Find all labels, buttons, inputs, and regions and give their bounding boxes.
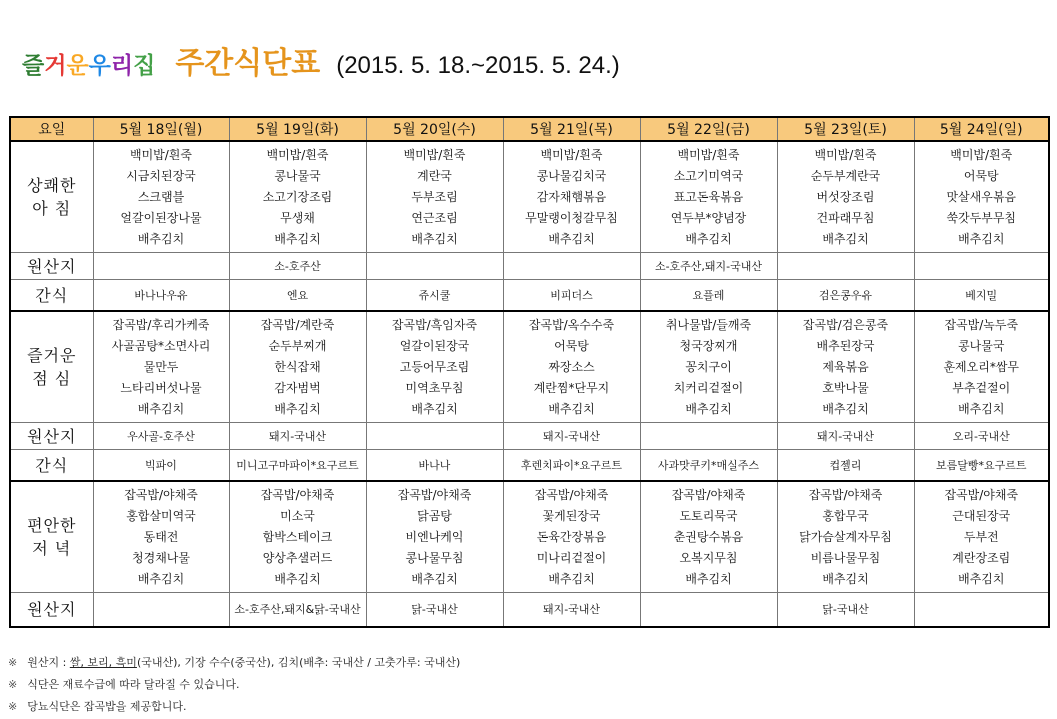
day-header: 5월 24일(일) — [914, 117, 1049, 141]
menu-item: 배추김치 — [548, 401, 595, 416]
lunch-menu-cell — [640, 311, 777, 423]
note-text: 당뇨식단은 잡곡밥을 제공합니다. — [27, 700, 187, 713]
logo-char: 리 — [110, 53, 134, 79]
snack-cell: 바나나 — [366, 450, 503, 482]
menu-item: 잡곡밥/검은콩죽 — [802, 317, 889, 332]
header-row — [10, 117, 1049, 141]
snack-cell: 보름달빵*요구르트 — [914, 450, 1049, 482]
menu-item: 배추김치 — [274, 231, 321, 246]
menu-item: 오복지무침 — [679, 550, 738, 565]
menu-item: 잡곡밥/녹두죽 — [944, 317, 1019, 332]
menu-item: 연두부*양념장 — [670, 210, 747, 225]
menu-item: 얼갈이된장나물 — [120, 210, 202, 225]
dinner-origin-row — [10, 593, 1049, 627]
origin-cell — [503, 253, 640, 280]
origin-label: 원산지 — [10, 423, 93, 450]
menu-item: 돈육간장볶음 — [536, 529, 607, 544]
menu-item: 배추된장국 — [816, 338, 875, 353]
menu-item: 짜장소스 — [548, 359, 595, 374]
table-body — [10, 141, 1049, 627]
menu-item: 잡곡밥/야채죽 — [260, 487, 335, 502]
logo-char: 거 — [44, 53, 67, 79]
breakfast-snack-row — [10, 280, 1049, 312]
menu-item: 배추김치 — [685, 401, 732, 416]
menu-item: 잡곡밥/옥수수죽 — [528, 317, 615, 332]
menu-item: 콩나물김치국 — [536, 168, 607, 183]
menu-item: 맛살새우볶음 — [946, 189, 1017, 204]
menu-item: 배추김치 — [274, 571, 321, 586]
menu-item: 콩나물국 — [958, 338, 1005, 353]
lunch-menu-cell — [503, 311, 640, 423]
origin-cell: 소-호주산,돼지-국내산 — [640, 253, 777, 280]
note-mark: ※ — [8, 678, 18, 691]
menu-item: 배추김치 — [411, 231, 458, 246]
menu-item: 배추김치 — [822, 231, 869, 246]
menu-item: 함박스테이크 — [262, 529, 333, 544]
lunch-snack-row — [10, 450, 1049, 482]
note-text: 식단은 재료수급에 따라 달라질 수 있습니다. — [27, 678, 240, 691]
menu-item: 비엔나케익 — [405, 529, 464, 544]
menu-item: 소고기미역국 — [673, 168, 744, 183]
snack-cell: 베지밀 — [914, 280, 1049, 312]
menu-item: 배추김치 — [822, 571, 869, 586]
menu-item: 근대된장국 — [952, 508, 1011, 523]
menu-item: 계란장조림 — [952, 550, 1011, 565]
menu-item: 양상추샐러드 — [262, 550, 333, 565]
menu-item: 버섯장조림 — [816, 189, 875, 204]
lunch-menu-cell — [229, 311, 366, 423]
origin-cell: 닭-국내산 — [777, 593, 914, 627]
snack-cell: 비피더스 — [503, 280, 640, 312]
menu-item: 꽃게된장국 — [542, 508, 601, 523]
menu-item: 시금치된장국 — [126, 168, 196, 183]
menu-item: 동태전 — [143, 529, 179, 544]
logo-char: 집 — [133, 53, 156, 79]
breakfast-menu-cell — [777, 141, 914, 253]
meal-label-line: 아 침 — [32, 199, 72, 218]
menu-item: 물만두 — [143, 359, 179, 374]
note-text: 원산지 : — [27, 656, 67, 669]
logo-char: 운 — [66, 53, 89, 79]
page-title: 주간식단표 — [175, 46, 321, 81]
snack-cell: 미니고구마파이*요구르트 — [229, 450, 366, 482]
origin-cell: 돼지-국내산 — [229, 423, 366, 450]
menu-item: 치커리겉절이 — [673, 380, 744, 395]
origin-cell — [914, 593, 1049, 627]
menu-item: 취나물밥/들깨죽 — [665, 317, 752, 332]
origin-cell: 소-호주산 — [229, 253, 366, 280]
lunch-origin-row — [10, 423, 1049, 450]
origin-cell: 돼지-국내산 — [777, 423, 914, 450]
menu-item: 청국장찌개 — [679, 338, 738, 353]
breakfast-menu-cell — [93, 141, 229, 253]
menu-item: 어묵탕 — [963, 168, 999, 183]
notes — [8, 652, 460, 718]
meal-label-line: 상쾌한 — [27, 176, 77, 195]
breakfast-row — [10, 141, 1049, 253]
day-header: 5월 19일(화) — [229, 117, 366, 141]
menu-item: 순두부찌개 — [268, 338, 327, 353]
dinner-label — [10, 481, 93, 593]
menu-item: 춘권탕수볶음 — [673, 529, 744, 544]
dinner-menu-cell — [366, 481, 503, 593]
menu-item: 잡곡밥/야채죽 — [808, 487, 883, 502]
note-line — [8, 674, 460, 696]
menu-item: 소고기장조림 — [262, 189, 333, 204]
menu-item: 잡곡밥/흑임자죽 — [391, 317, 478, 332]
menu-item: 잡곡밥/야채죽 — [397, 487, 472, 502]
menu-item: 배추김치 — [411, 401, 458, 416]
note-mark: ※ — [8, 700, 18, 713]
menu-item: 백미밥/흰죽 — [403, 147, 466, 162]
menu-item: 연근조림 — [411, 210, 458, 225]
menu-item: 감자범벅 — [274, 380, 321, 395]
menu-item: 홍합무국 — [822, 508, 869, 523]
menu-item: 배추김치 — [958, 571, 1005, 586]
dinner-menu-cell — [777, 481, 914, 593]
menu-item: 백미밥/흰죽 — [950, 147, 1013, 162]
menu-item: 미소국 — [280, 508, 315, 523]
origin-cell — [366, 253, 503, 280]
origin-cell — [93, 593, 229, 627]
snack-cell: 빅파이 — [93, 450, 229, 482]
menu-item: 비름나물무침 — [810, 550, 881, 565]
snack-cell: 컵젤리 — [777, 450, 914, 482]
menu-item: 얼갈이된장국 — [399, 338, 470, 353]
menu-item: 느타리버섯나물 — [120, 380, 202, 395]
menu-item: 꽁치구이 — [685, 359, 732, 374]
breakfast-menu-cell — [914, 141, 1049, 253]
menu-item: 배추김치 — [548, 231, 595, 246]
header — [22, 38, 620, 81]
menu-item: 배추김치 — [548, 571, 595, 586]
lunch-menu-cell — [777, 311, 914, 423]
day-header: 5월 23일(토) — [777, 117, 914, 141]
menu-item: 배추김치 — [822, 401, 869, 416]
lunch-row — [10, 311, 1049, 423]
lunch-menu-cell — [93, 311, 229, 423]
menu-item: 쑥갓두부무침 — [946, 210, 1017, 225]
menu-item: 무말랭이청갈무침 — [525, 210, 618, 225]
menu-item: 배추김치 — [958, 401, 1005, 416]
menu-item: 사골곰탕*소면사리 — [111, 338, 211, 353]
menu-item: 배추김치 — [137, 401, 185, 416]
menu-item: 스크램블 — [137, 189, 185, 204]
meal-label-line: 점 심 — [32, 369, 72, 388]
snack-cell: 사과맛쿠키*매실주스 — [640, 450, 777, 482]
snack-label: 간식 — [10, 450, 93, 482]
menu-item: 미역초무침 — [405, 380, 464, 395]
snack-cell: 검은콩우유 — [777, 280, 914, 312]
weekly-menu-table — [9, 116, 1050, 628]
breakfast-menu-cell — [366, 141, 503, 253]
menu-item: 백미밥/흰죽 — [540, 147, 603, 162]
origin-cell: 돼지-국내산 — [503, 423, 640, 450]
menu-item: 두부전 — [963, 529, 999, 544]
menu-item: 제육볶음 — [822, 359, 869, 374]
menu-item: 잡곡밥/후리가케죽 — [112, 317, 210, 332]
lunch-menu-cell — [366, 311, 503, 423]
corner-cell: 요일 — [10, 117, 93, 141]
menu-item: 건파래무침 — [816, 210, 875, 225]
lunch-menu-cell — [914, 311, 1049, 423]
menu-item: 잡곡밥/야채죽 — [944, 487, 1019, 502]
origin-cell — [914, 253, 1049, 280]
menu-item: 닭가슴살계자무침 — [799, 529, 892, 544]
origin-cell — [777, 253, 914, 280]
menu-item: 도토리묵국 — [679, 508, 738, 523]
note-line — [8, 696, 460, 718]
menu-item: 청경채나물 — [132, 550, 190, 565]
breakfast-menu-cell — [229, 141, 366, 253]
dinner-row — [10, 481, 1049, 593]
note-text: (국내산), 기장 수수(중국산), 김치(배추: 국내산 / 고춧가루: 국내산) — [136, 656, 461, 669]
origin-cell: 닭-국내산 — [366, 593, 503, 627]
origin-cell — [640, 593, 777, 627]
day-header: 5월 21일(목) — [503, 117, 640, 141]
note-mark: ※ — [8, 656, 18, 669]
dinner-menu-cell — [914, 481, 1049, 593]
dinner-menu-cell — [229, 481, 366, 593]
meal-label-line: 저 녁 — [32, 539, 72, 558]
note-text: 쌀, 보리, 흑미 — [69, 656, 137, 669]
menu-item: 표고돈육볶음 — [673, 189, 744, 204]
breakfast-menu-cell — [503, 141, 640, 253]
menu-item: 미나리겉절이 — [536, 550, 607, 565]
breakfast-menu-cell — [640, 141, 777, 253]
lunch-label — [10, 311, 93, 423]
menu-item: 어묵탕 — [554, 338, 589, 353]
origin-cell: 돼지-국내산 — [503, 593, 640, 627]
day-header: 5월 18일(월) — [93, 117, 229, 141]
origin-label: 원산지 — [10, 593, 93, 627]
snack-cell: 요플레 — [640, 280, 777, 312]
day-header: 5월 20일(수) — [366, 117, 503, 141]
snack-label: 간식 — [10, 280, 93, 312]
menu-item: 배추김치 — [274, 401, 321, 416]
menu-item: 호박나물 — [822, 380, 869, 395]
origin-cell: 우사골-호주산 — [93, 423, 229, 450]
menu-item: 감자채햄볶음 — [536, 189, 607, 204]
date-range: (2015. 5. 18.~2015. 5. 24.) — [336, 52, 620, 79]
origin-cell — [93, 253, 229, 280]
menu-item: 닭곰탕 — [417, 508, 452, 523]
meal-label-line: 편안한 — [27, 516, 77, 535]
menu-item: 배추김치 — [411, 571, 458, 586]
menu-item: 고등어무조림 — [399, 359, 470, 374]
menu-item: 배추김치 — [137, 571, 185, 586]
snack-cell: 쥬시쿨 — [366, 280, 503, 312]
menu-item: 백미밥/흰죽 — [814, 147, 877, 162]
menu-item: 백미밥/흰죽 — [129, 147, 192, 162]
logo — [22, 47, 155, 80]
dinner-menu-cell — [93, 481, 229, 593]
breakfast-label — [10, 141, 93, 253]
dinner-menu-cell — [640, 481, 777, 593]
origin-cell — [366, 423, 503, 450]
menu-item: 무생채 — [280, 210, 315, 225]
note-line — [8, 652, 460, 674]
menu-item: 계란국 — [417, 168, 452, 183]
menu-item: 콩나물무침 — [405, 550, 464, 565]
menu-item: 훈제오리*쌈무 — [943, 359, 1020, 374]
menu-item: 잡곡밥/계란죽 — [260, 317, 335, 332]
logo-char: 우 — [88, 53, 111, 79]
day-header: 5월 22일(금) — [640, 117, 777, 141]
menu-item: 잡곡밥/야채죽 — [534, 487, 609, 502]
menu-item: 백미밥/흰죽 — [266, 147, 329, 162]
menu-item: 두부조림 — [411, 189, 458, 204]
meal-label-line: 즐거운 — [27, 346, 77, 365]
origin-cell — [640, 423, 777, 450]
menu-item: 배추김치 — [958, 231, 1005, 246]
snack-cell: 후렌치파이*요구르트 — [503, 450, 640, 482]
menu-item: 한식잡채 — [274, 359, 321, 374]
menu-item: 배추김치 — [137, 231, 185, 246]
menu-item: 콩나물국 — [274, 168, 321, 183]
menu-item: 잡곡밥/야채죽 — [671, 487, 746, 502]
origin-cell: 오리-국내산 — [914, 423, 1049, 450]
menu-item: 부추겉절이 — [952, 380, 1011, 395]
menu-item: 배추김치 — [685, 231, 732, 246]
snack-cell: 바나나우유 — [93, 280, 229, 312]
origin-label: 원산지 — [10, 253, 93, 280]
origin-cell: 소-호주산,돼지&닭-국내산 — [229, 593, 366, 627]
menu-item: 잡곡밥/야채죽 — [124, 487, 198, 502]
logo-char: 즐 — [22, 53, 45, 79]
breakfast-origin-row — [10, 253, 1049, 280]
menu-item: 홍합살미역국 — [126, 508, 196, 523]
snack-cell: 엔요 — [229, 280, 366, 312]
menu-item: 순두부계란국 — [810, 168, 881, 183]
menu-item: 배추김치 — [685, 571, 732, 586]
dinner-menu-cell — [503, 481, 640, 593]
menu-item: 계란찜*단무지 — [533, 380, 610, 395]
menu-item: 백미밥/흰죽 — [677, 147, 740, 162]
